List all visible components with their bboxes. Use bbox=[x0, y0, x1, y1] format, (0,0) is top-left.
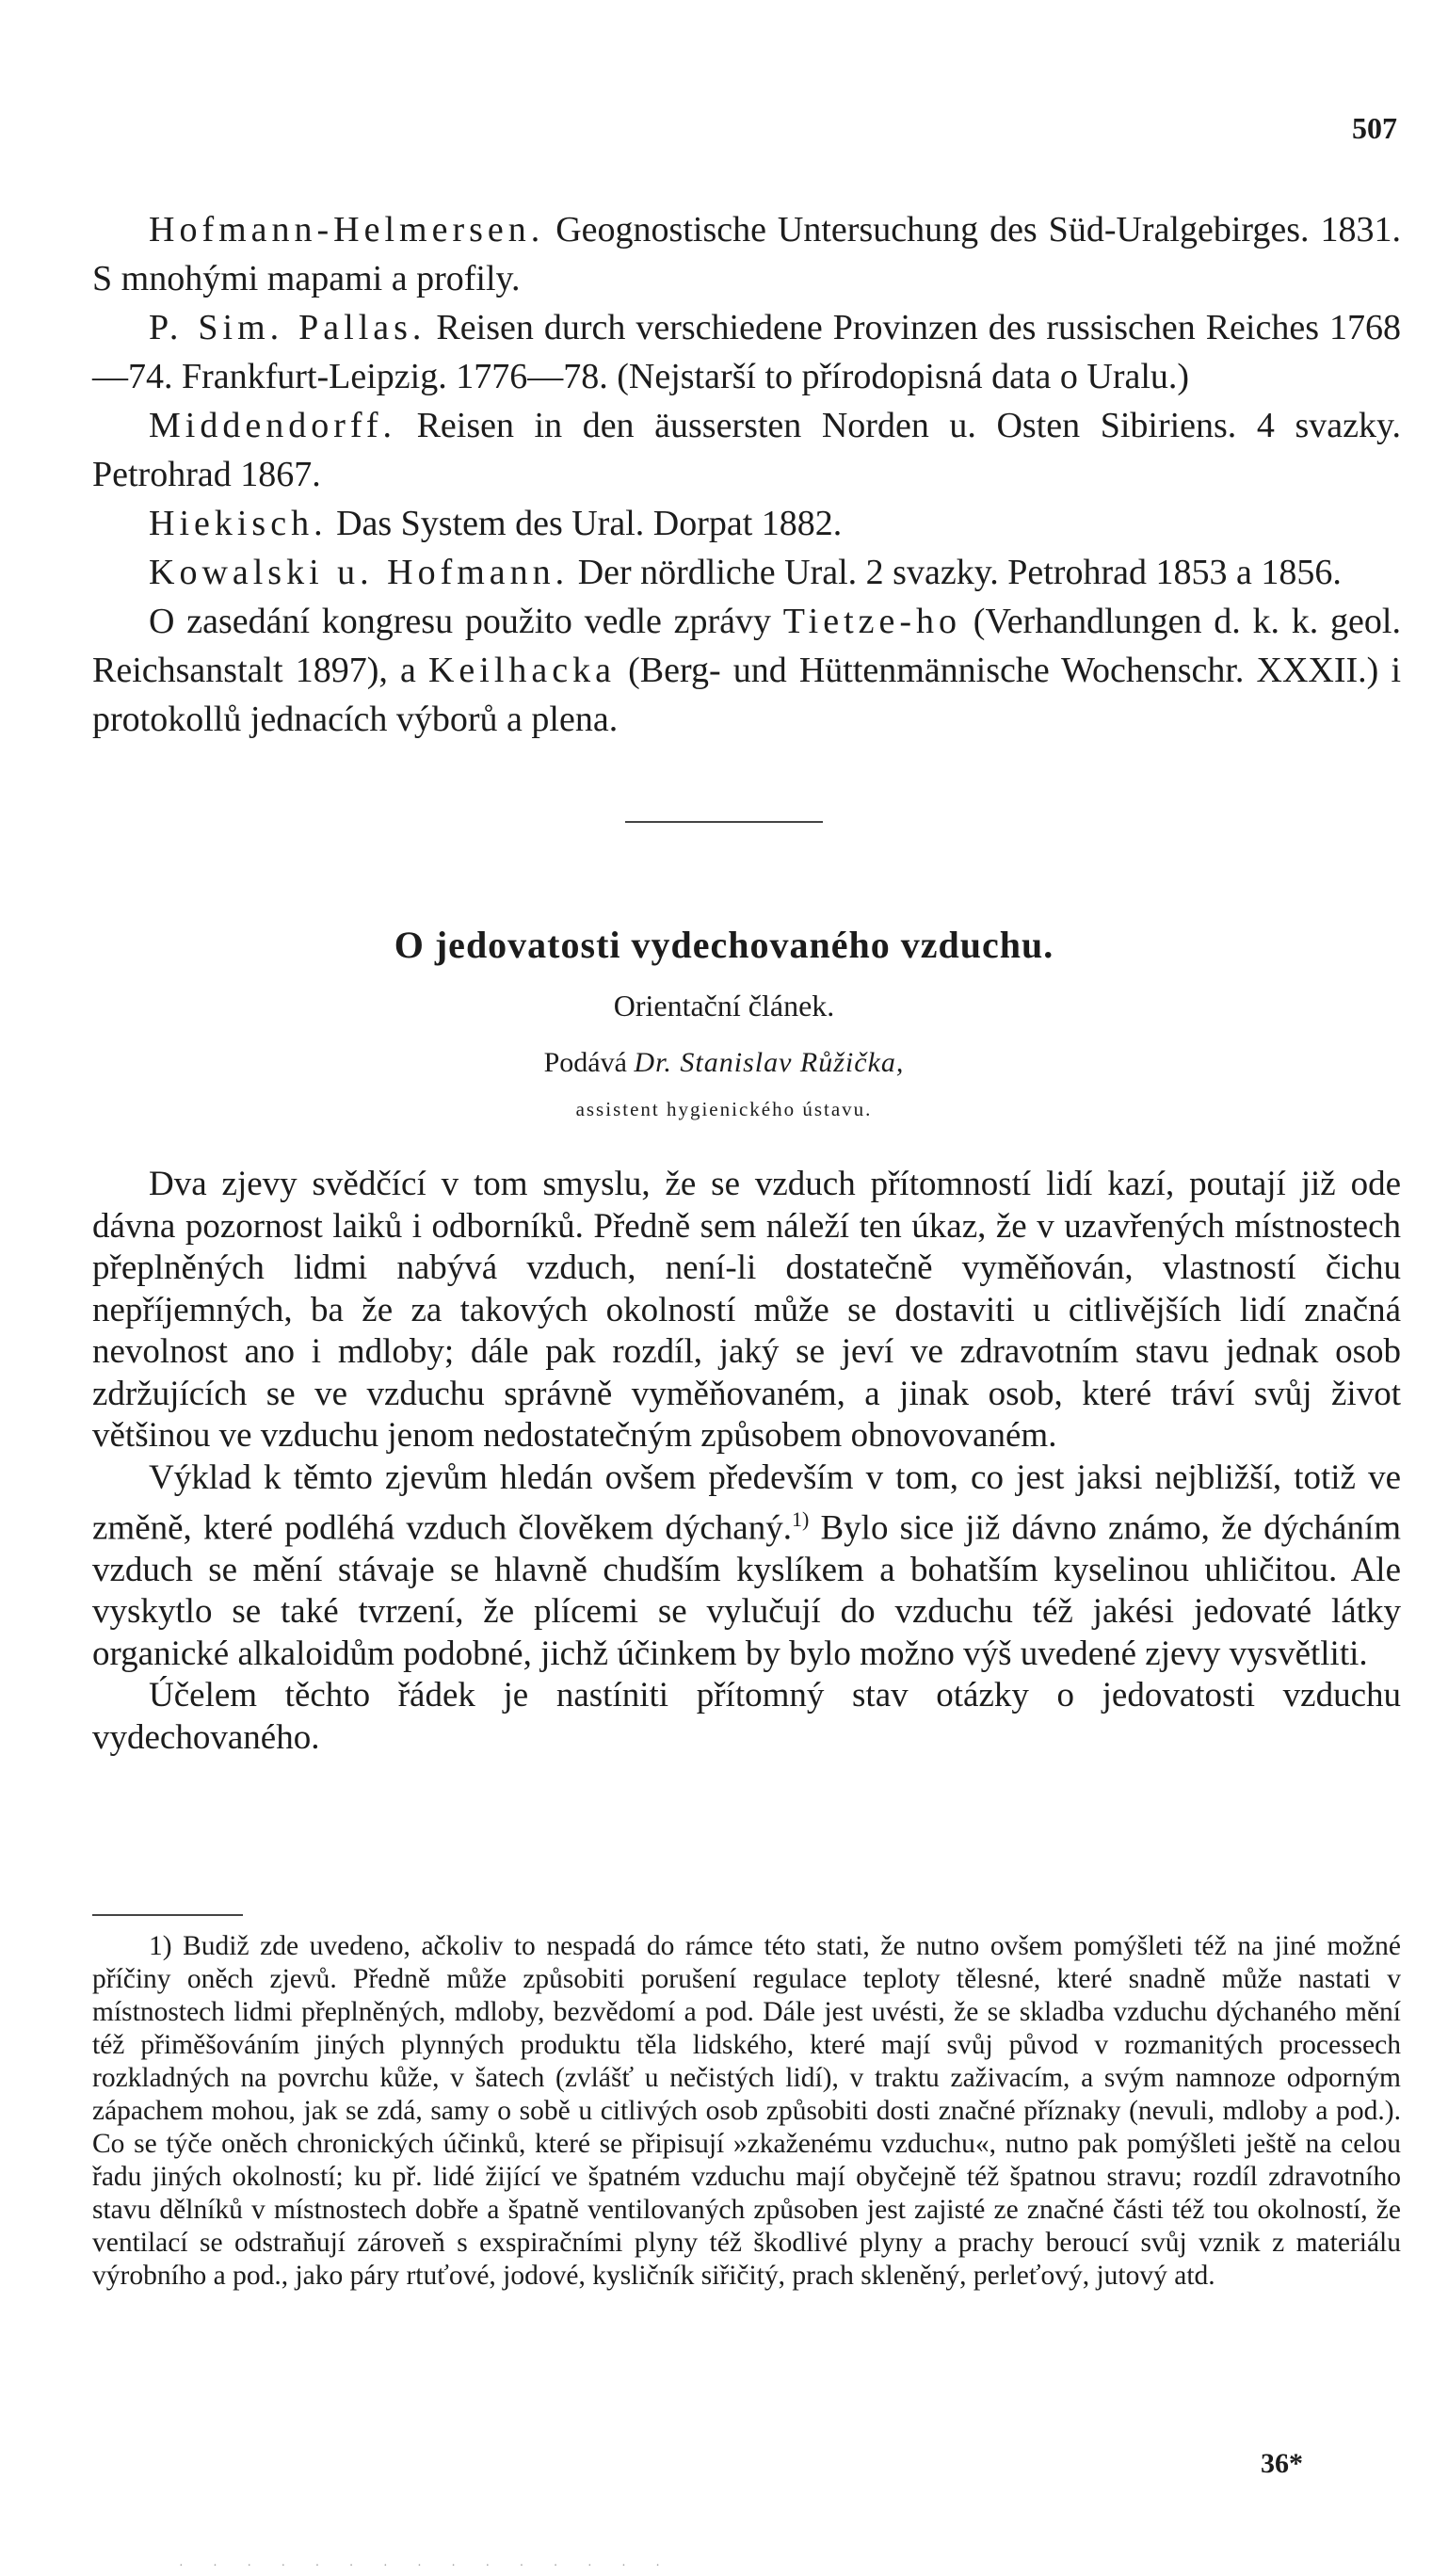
reference-author: Hiekisch. bbox=[149, 504, 328, 543]
reference-text: Geognostische Untersuchung des Süd-Uralgebirges. 1831. S mnohými mapami a profily. bbox=[92, 210, 1401, 298]
body-paragraph: Účelem těchto řádek je nastíniti přítomný stav otázky o jedovatosti vzduchu vydechovaného. bbox=[92, 1676, 1401, 1757]
footnote-mark: 1) bbox=[149, 1931, 172, 1961]
bibliography-entry bbox=[92, 548, 1401, 597]
congress-note-author: Tietze-ho bbox=[782, 602, 962, 641]
bibliography-entry bbox=[92, 499, 1401, 548]
section-divider bbox=[625, 821, 823, 823]
article-body bbox=[92, 1164, 1401, 1759]
congress-note-text: (Verhandlungen d. k. k. geol. Reichsanstalt 1897), a bbox=[92, 602, 1401, 690]
bibliography-entry bbox=[92, 303, 1401, 401]
footnote-rule bbox=[92, 1914, 243, 1916]
reference-text: Das System des Ural. Dorpat 1882. bbox=[327, 504, 843, 543]
byline bbox=[0, 1047, 1448, 1079]
author-name: Dr. Stanislav Růžička, bbox=[634, 1047, 905, 1078]
bibliography-entry bbox=[92, 401, 1401, 499]
congress-note bbox=[92, 597, 1401, 744]
body-paragraph: Dva zjevy svědčící v tom smyslu, že se vzduch přítomností lidí kazí, poutají již ode dávna pozornost laiků i odborníků. Předně sem náleží ten úkaz, že v uzavřených místnostech přeplněných lidmi nabývá vzduch, není-li dostatečně vyměňován, vlastností čichu nepříjemných, ba že za takových okolností může se dostaviti u citlivějších lidí značná nevolnost ano i mdloby; dále pak rozdíl, jaký se jeví ve zdravotním stavu jednak osob zdržujících se ve vzduchu správně vyměňovaném, a jinak osob, které tráví svůj život většinou ve vzduchu jenom nedostatečným způsobem obnovovaném. bbox=[92, 1165, 1401, 1455]
paragraph-text: Výklad k těmto zjevům hledán ovšem především v tom, co jest jaksi nejbližší, totiž ve změně, které podléhá vzduch člověkem dýchaný. bbox=[92, 1457, 1401, 1548]
footnote bbox=[92, 1930, 1401, 2293]
paragraph-text: Bylo sice již dávno známo, že dýcháním vzduch se mění stávaje se hlavně chudším kyslíkem a bohatším kyselinou uhličitou. Ale vyskytlo se také tvrzení, že plícemi se vylučují do vzduchu též jakési jedovaté látky organické alkaloidům podobné, jichž účinkem by bylo možno výš uvedené zjevy vysvětliti. bbox=[92, 1508, 1401, 1673]
reference-text: Reisen durch verschiedene Provinzen des russischen Reiches 1768—74. Frankfurt-Leipzig. 1776—78. (Nejstarší to přírodopisná data o Uralu.) bbox=[92, 308, 1401, 396]
congress-note-text: (Berg- und Hüttenmännische Wochenschr. XXXII.) i protokollů jednacích výborů a plena. bbox=[92, 651, 1401, 739]
author-affiliation: assistent hygienického ústavu. bbox=[575, 1098, 873, 1120]
reference-author: Hofmann-Helmersen. bbox=[149, 210, 545, 250]
reference-text: Reisen in den äussersten Norden u. Osten Sibiriens. 4 svazky. Petrohrad 1867. bbox=[92, 406, 1401, 494]
reference-text: Der nördliche Ural. 2 svazky. Petrohrad 1853 a 1856. bbox=[569, 553, 1342, 592]
bibliography-entry bbox=[92, 205, 1401, 303]
body-paragraph bbox=[92, 1457, 1401, 1676]
byline-prefix: Podává bbox=[543, 1047, 635, 1078]
article-title: O jedovatosti vydechovaného vzduchu. bbox=[394, 924, 1054, 966]
congress-note-text: O zasedání kongresu použito vedle zprávy bbox=[149, 602, 783, 641]
bibliography-list bbox=[92, 205, 1401, 744]
footnote-text: Budiž zde uvedeno, ačkoliv to nespadá do rámce této stati, že nutno ovšem pomýšleti též na jiné možné příčiny oněch zjevů. Předně může způsobiti porušení regulace teploty tělesné, které snadně může nastati v místnostech lidmi přeplněných, mdloby, bezvědomí a pod. Dále jest uvésti, že se skladba vzduchu dýchaného mění též přiměšováním jiných plynných produktu těla lidského, které mají svůj původ v rozmanitých processech rozkladných na povrchu kůže, v šatech (zvlášť u nečistých lidí), v traktu zaživacím, a svým namnoze odporným zápachem mohou, jak se zdá, samy o sobě u citlivých osob způsobiti dosti značné příznaky (nevuli, mdloby a pod.). Co se týče oněch chronických účinků, které se připisují »zkaženému vzduchu«, nutno pak pomýšleti ještě na celou řadu jiných okolností; ku př. lidé žijící ve špatném vzduchu mají obyčejně též špatnou stravu; rozdíl zdravotního stavu dělníků v místnostech dobře a špatně ventilovaných způsoben jest zajisté ze značné části též tou okolností, že ventilací se odstraňují zároveň s exspiračními plyny též škodlivé plyny a prachy beroucí svůj vznik z materiálu výrobního a pod., jako páry rtuťové, jodové, kysličník siřičitý, prach skleněný, perleťový, jutový atd. bbox=[92, 1931, 1401, 2291]
congress-note-author: Keilhacka bbox=[427, 651, 616, 690]
scan-edge-dots: · · · · · · · · · · · · · · · bbox=[179, 2559, 673, 2573]
footnote-reference: 1) bbox=[791, 1507, 810, 1531]
article-subtitle: Orientační článek. bbox=[613, 989, 835, 1022]
page-number: 507 bbox=[1352, 111, 1397, 145]
signature-mark: 36* bbox=[1261, 2448, 1303, 2479]
reference-author: Kowalski u. Hofmann. bbox=[149, 553, 570, 592]
reference-author: P. Sim. Pallas. bbox=[149, 308, 426, 347]
reference-author: Middendorff. bbox=[149, 406, 396, 445]
